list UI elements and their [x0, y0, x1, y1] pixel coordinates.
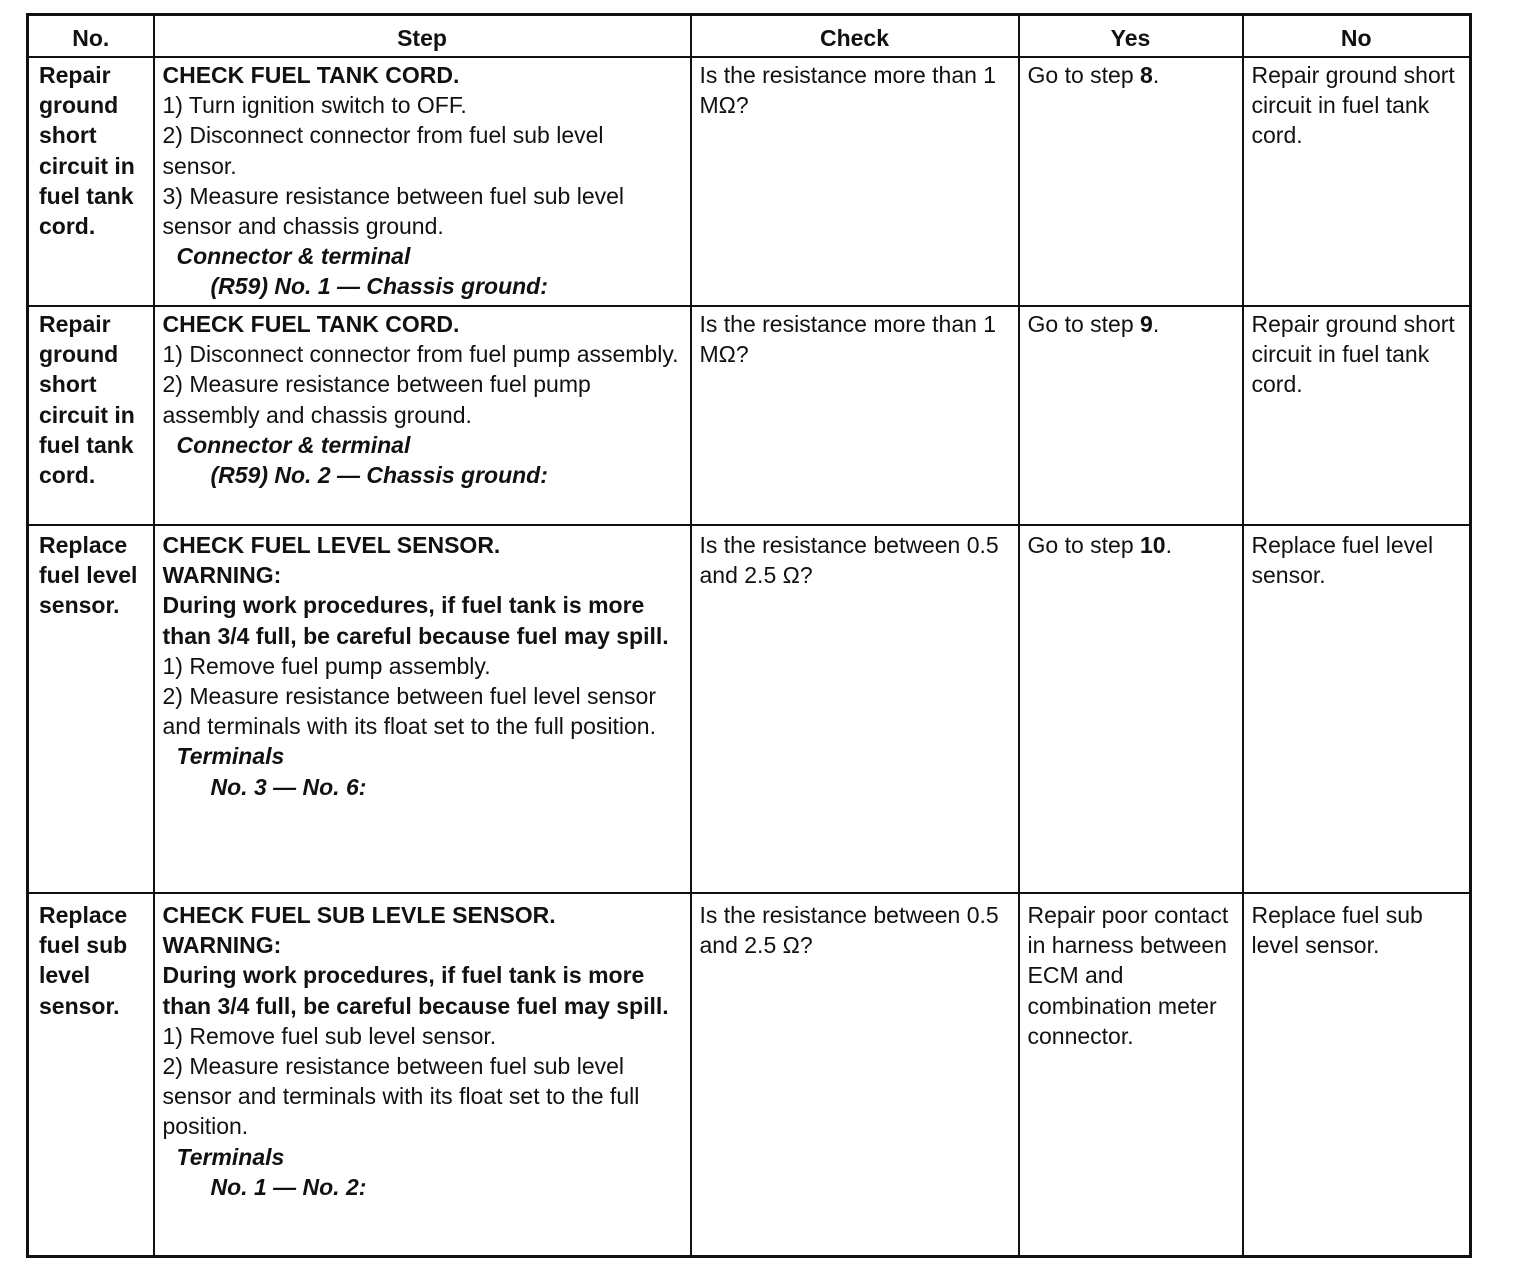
- step-line: 2) Measure resistance between fuel pump assembly and chassis ground.: [162, 371, 591, 428]
- warning-label: WARNING:: [162, 562, 282, 589]
- terminals-label: Terminals: [176, 743, 285, 770]
- no-cell: Repair ground short circuit in fuel tank cord.: [1243, 57, 1471, 306]
- yes-prefix: Go to step: [1027, 62, 1141, 88]
- step-cell: [154, 57, 691, 306]
- yes-cell: [1019, 525, 1243, 893]
- step-line: 1) Remove fuel pump assembly.: [162, 652, 491, 679]
- check-cell: Is the resistance more than 1 MΩ?: [691, 57, 1019, 306]
- step-line: 2) Measure resistance between fuel level sensor and terminals with its float set to the full position.: [162, 683, 656, 740]
- row-number: Repair ground short circuit in fuel tank cord.: [28, 57, 154, 306]
- header-step: Step: [154, 15, 691, 58]
- connector-terminal: (R59) No. 1 — Chassis ground:: [210, 273, 548, 300]
- yes-step-number: 8: [1140, 62, 1153, 88]
- diagnostic-table: [26, 13, 1472, 1258]
- warning-label: WARNING:: [162, 932, 282, 959]
- warning-text: During work procedures, if fuel tank is more than 3/4 full, be careful because fuel may spill.: [162, 962, 669, 1019]
- step-line: 1) Remove fuel sub level sensor.: [162, 1022, 497, 1049]
- step-title: CHECK FUEL LEVEL SENSOR.: [162, 532, 501, 558]
- step-cell: [154, 893, 691, 1257]
- yes-prefix: Go to step: [1027, 532, 1141, 558]
- warning-text: During work procedures, if fuel tank is more than 3/4 full, be careful because fuel may spill.: [162, 592, 669, 649]
- terminals-value: No. 3 — No. 6:: [210, 773, 367, 800]
- terminals-label: Terminals: [176, 1143, 285, 1170]
- yes-suffix: .: [1165, 532, 1172, 558]
- step-title: CHECK FUEL TANK CORD.: [162, 62, 460, 88]
- step-title: CHECK FUEL SUB LEVLE SENSOR.: [162, 902, 556, 928]
- no-cell: Replace fuel level sensor.: [1243, 525, 1471, 893]
- header-yes: Yes: [1019, 15, 1243, 58]
- yes-suffix: .: [1152, 311, 1160, 337]
- header-check: Check: [691, 15, 1019, 58]
- check-cell: Is the resistance between 0.5 and 2.5 Ω?: [691, 525, 1019, 893]
- diagnostic-document: [26, 13, 1472, 1258]
- row-number: Replace fuel level sensor.: [28, 525, 154, 893]
- step-line: 3) Measure resistance between fuel sub level sensor and chassis ground.: [162, 182, 625, 240]
- row-number: Replace fuel sub level sensor.: [28, 893, 154, 1257]
- yes-cell: [1019, 306, 1243, 525]
- row-number: Repair ground short circuit in fuel tank cord.: [28, 306, 154, 525]
- table-row: [28, 525, 1471, 893]
- step-cell: [154, 525, 691, 893]
- yes-prefix: Go to step: [1027, 311, 1141, 337]
- step-line: 2) Disconnect connector from fuel sub level sensor.: [162, 122, 604, 179]
- step-line: 1) Disconnect connector from fuel pump assembly.: [162, 341, 679, 368]
- step-line: 2) Measure resistance between fuel sub level sensor and terminals with its float set to the full position.: [162, 1053, 640, 1140]
- header-row: [28, 15, 1471, 58]
- yes-step-number: 9: [1140, 311, 1153, 337]
- yes-cell: Repair poor contact in harness between ECM and combination meter connector.: [1019, 893, 1243, 1257]
- step-title: CHECK FUEL TANK CORD.: [162, 311, 460, 337]
- check-cell: Is the resistance between 0.5 and 2.5 Ω?: [691, 893, 1019, 1257]
- no-cell: Repair ground short circuit in fuel tank cord.: [1243, 306, 1471, 525]
- connector-label: Connector & terminal: [176, 243, 411, 270]
- header-no: No.: [28, 15, 154, 58]
- table-row: [28, 306, 1471, 525]
- step-line: 1) Turn ignition switch to OFF.: [162, 92, 467, 119]
- yes-suffix: .: [1152, 62, 1160, 88]
- step-cell: [154, 306, 691, 525]
- connector-terminal: (R59) No. 2 — Chassis ground:: [210, 462, 548, 489]
- table-row: [28, 893, 1471, 1257]
- yes-cell: [1019, 57, 1243, 306]
- table-row: [28, 57, 1471, 306]
- check-cell: Is the resistance more than 1 MΩ?: [691, 306, 1019, 525]
- terminals-value: No. 1 — No. 2:: [210, 1173, 367, 1200]
- connector-label: Connector & terminal: [176, 431, 411, 458]
- yes-step-number: 10: [1140, 532, 1166, 558]
- header-no-result: No: [1243, 15, 1471, 58]
- no-cell: Replace fuel sub level sensor.: [1243, 893, 1471, 1257]
